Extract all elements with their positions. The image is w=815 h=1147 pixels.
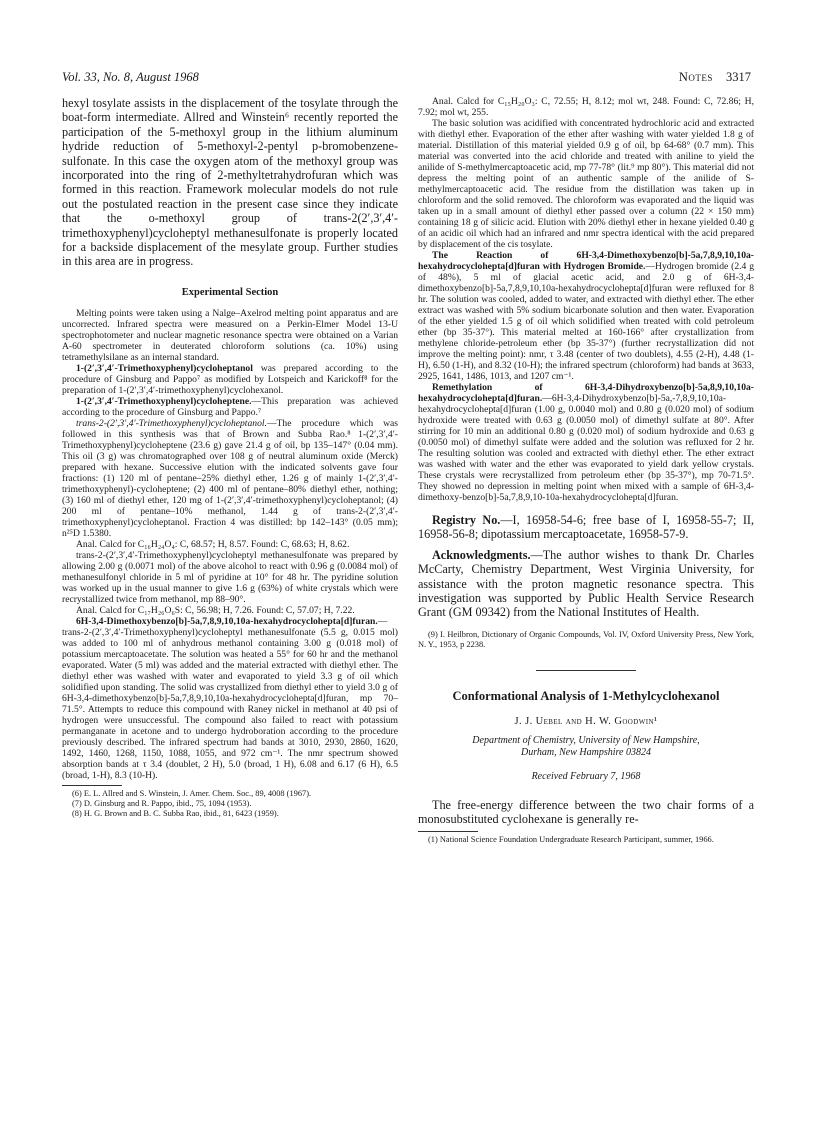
affiliation-line-2: Durham, New Hampshire 03824 — [520, 746, 651, 758]
footnote-1: (1) National Science Foundation Undergraduate Research Participant, summer, 1966. — [428, 834, 714, 844]
footnote-7: (7) D. Ginsburg and R. Pappo, ibid., 75, 1094 (1953). — [72, 798, 252, 808]
received-date: Received February 7, 1968 — [531, 770, 641, 782]
intro-paragraph: hexyl tosylate assists in the displacement of the tosylate through the boat-form intermediate. Allred and Winstein⁶ recently reported the participation of the 5-methoxyl group in the lithium aluminum hydride reduction of 5-methoxyl-2-pentyl p-bromobenzene-sulfonate. In this case the oxygen atom of the methoxyl group was incorporated into the ring of 2-methyltetrahydrofuran which was formed in this reaction. Framework molecular models do not rule out the postulated reaction in the present case since they indicate that the o-methoxyl group of trans-2(2′,3′,4′-trimethoxyphenyl)cycloheptyl methanesulfonate is properly located for a backside displacement of the mesylate group. Further studies in this area are in progress. — [62, 96, 398, 269]
remethylation-heading: Remethylation of 6H-3,4-Dihydroxybenzo[b]-5a,8,9,10,10a-hexahydrocyclohepta[d]furan. — [418, 382, 754, 404]
page-number: 3317 — [726, 70, 751, 84]
remethylation-text: —6H-3,4-Dihydroxybenzo[b]-5a,-7,8,9,10,10a-hexahydrocyclohepta[d]furan (1.00 g, 0.0040 mol) and 0.80 g (0.020 mol) of sodium hydroxide were treated with 0.63 g (0.0050 mol) of dimethyl sulfate at 80°. After stirring for 10 min an additional 0.80 g (0.020 mol) of sodium hydroxide and 0.63 g (0.0050 mol) of dimethyl sulfate were added and the solution was refluxed for 2 hr. The resulting solution was cooled and extracted with diethyl ether. The ether extract was washed with water and the ether was evaporated to yield dark yellow crystals. These crystals were recrystallized from petroleum ether (bp 35-37°), mp 70-71.5°. They showed no depression in melting point when mixed with a sample of 6H-3,4-dimethoxy-benzo[b]-5a,7,8,9,10-10a-hexahydrocyclohepta[d]furan. — [418, 393, 754, 503]
hbr-reaction-text: —Hydrogen bromide (2.4 g of 48%), 5 ml of glacial acetic acid, and 2.0 g of 6H-3,4-dimethoxybenzo[b]-5a,7,8,9,10,10a-hexahydrocyclohepta[d]furan were refluxed for 8 hr. The solution was cooled, added to water, and extracted with diethyl ether. The ether extract was washed with 5% sodium bicarbonate solution and then water. Evaporation of the ether yielded 1.5 g of oil which solidified when treated with cold petroleum ether (bp 35-37°). This material melted at 160-166° after crystallization from methylene chloride-petroleum ether (bp 35-37°) (further recrystallization did not improve the melting point): nmr, τ 3.48 (center of two doublets), 4.55 (2-H), 4.48 (1-H), 6.50 (1-H), and 8.32 (10-H); the infrared spectrum (chloroform) had bands at 3633, 2925, 1641, 1486, 1013, and 1207 cm⁻¹. — [418, 261, 754, 382]
affiliation-line-1: Department of Chemistry, University of New Hampshire, — [472, 734, 700, 746]
trans-cycloheptanol-heading: trans-2-(2′,3′,4′-Trimethoxyphenyl)cycloheptanol. — [76, 417, 267, 429]
cycloheptanol-paragraph — [62, 363, 398, 396]
remethylation-paragraph — [418, 382, 754, 503]
article-opening-paragraph: The free-energy difference between the two chair forms of a monosubstituted cyclohexane is generally re- — [418, 797, 754, 827]
cycloheptanol-text: was prepared according to the procedure of Ginsburg and Pappo⁷ as modified by Lotspeich and Karickoff⁸ for the preparation of 1-(2′,3′,4′-trimethoxyphenyl)cyclohexanol. — [62, 362, 398, 396]
right-column — [418, 96, 754, 845]
benzofuran-text: —trans-2-(2′,3′,4′-Trimethoxyphenyl)cycloheptyl methanesulfonate (5.5 g, 0.015 mol) was added to 100 ml of anhydrous methanol containing 3.00 g (0.018 mol) of potassium mercaptoacetate. The solution was heated a 55° for 60 hr and the methanol evaporated. Water (5 ml) was added and the material extracted with diethyl ether. The diethyl ether was washed with water and evaporated to yield 3.3 g of oil which solidified upon standing. The solid was crystallized from diethyl ether to yield 3.0 g of 6H-3,4-dimethoxybenzo[b]-5a,7,8,9,10,10a-hexahydrocyclohepta[d]furan, mp 70–71.5°. Attempts to reduce this compound with Raney nickel in methanol at 40 psi of hydrogen were unsuccessful. The compound also failed to react with potassium permanganate in acetone and to undergo hydroboration according to the procedure previously described. The infrared spectrum had bands at 3010, 2930, 2860, 1620, 1492, 1460, 1268, 1150, 1088, 1055, and 972 cm⁻¹. The nmr spectrum showed absorption bands at τ 3.4 (doublet, 2 H), 5.0 (broad, 1 H), 6.08 and 6.17 (6 H), 6.5 (broad, 1-H), 8.3 (10-H). — [62, 615, 398, 781]
running-header-volume: Vol. 33, No. 8, August 1968 — [62, 70, 199, 84]
footnote-8: (8) H. G. Brown and B. C. Subba Rao, ibid., 81, 6423 (1959). — [72, 808, 279, 818]
journal-section-name: Notes — [678, 70, 713, 84]
trans-cycloheptanol-paragraph — [62, 418, 398, 539]
registry-text: —I, 16958-54-6; free base of I, 16958-55-7; II, 16958-56-8; dipotassium mercaptoacetate, 16958-57-9. — [418, 513, 754, 542]
article-title: Conformational Analysis of 1-Methylcyclohexanol — [452, 688, 720, 703]
analysis-3: Anal. Calcd for C₁₅H₂₀O₃: C, 72.55; H, 8.12; mol wt, 248. Found: C, 72.86; H, 7.92; mol wt, 255. — [418, 96, 754, 118]
benzofuran-heading: 6H-3,4-Dimethoxybenzo[b]-5a,7,8,9,10,10a-hexahydrocyclohepta[d]furan. — [76, 615, 378, 627]
hbr-reaction-paragraph — [418, 250, 754, 382]
cycloheptene-text: —This preparation was achieved according to the procedure of Ginsburg and Pappo.⁷ — [62, 395, 398, 418]
footnote-rule-right — [418, 831, 478, 832]
acknowledgments-text: —The author wishes to thank Dr. Charles McCarty, Chemistry Department, West Virginia University, for assistance with the proton magnetic resonance spectra. This investigation was supported by Public Health Service Research Grant (GM 09342) from the National Institutes of Health. — [418, 547, 754, 620]
experimental-general-paragraph: Melting points were taken using a Nalge–Axelrod melting point apparatus and are uncorrected. Infrared spectra were measured on a Perkin-Elmer Model 13-U spectrophotometer and nuclear magnetic resonance spectra were obtained on a Varian A-60 spectrometer in deuterated chloroform solutions (ca. 10%) using tetramethylsilane as an internal standard. — [62, 307, 398, 363]
cycloheptene-paragraph — [62, 396, 398, 418]
experimental-section-heading: Experimental Section — [181, 286, 279, 298]
analysis-2: Anal. Calcd for C₁₇H₂₆O₆S: C, 56.98; H, 7.26. Found: C, 57.07; H, 7.22. — [76, 604, 355, 616]
analysis-1: Anal. Calcd for C₁₆H₂₄O₄: C, 68.57; H, 8.57. Found: C, 68.63; H, 8.62. — [76, 538, 350, 550]
footnote-6: (6) E. L. Allred and S. Winstein, J. Amer. Chem. Soc., 89, 4008 (1967). — [72, 788, 312, 798]
footnote-rule — [62, 785, 122, 786]
acknowledgments-label: Acknowledgments. — [432, 547, 531, 562]
cycloheptene-heading: 1-(2′,3′,4′-Trimethoxyphenyl)cycloheptene. — [76, 395, 252, 407]
benzofuran-paragraph — [62, 616, 398, 781]
affiliation — [418, 735, 754, 759]
article-authors: J. J. Uebel and H. W. Goodwin¹ — [514, 715, 658, 727]
hbr-reaction-heading: The Reaction of 6H-3,4-Dimethoxybenzo[b]-5a,7,8,9,10,10a-hexahydrocyclohepta[d]furan with Hydrogen Bromide. — [418, 250, 754, 272]
registry-paragraph — [418, 513, 754, 542]
left-column — [62, 96, 398, 819]
mesylate-paragraph: trans-2-(2′,3′,4′-Trimethoxyphenyl)cycloheptyl methanesulfonate was prepared by allowing 2.00 g (0.0071 mol) of the above alcohol to react with 0.96 g (0.0084 mol) of methanesulfonyl chloride in 5 ml of pyridine at 10° for 48 hr. The pyridine solution was worked up in the usual manner to give 1.6 g (63%) of white crystals which were recrystallized twice from methanol, mp 88–90°. — [62, 549, 398, 605]
trans-cycloheptanol-text: —The procedure which was followed in this synthesis was that of Brown and Subba Rao.⁸ 1-(2′,3′,4′-Trimethoxyphenyl)cycloheptene (23.6 g) gave 21.4 g of oil, bp 135–147° (0.04 mm). This oil (3 g) was chromatographed over 108 g of neutral aluminum oxide (Merck) prepared with hexane. Successive elution with the indicated solvents gave four fractions: (1) 120 ml of pentane–25% diethyl ether, 1.26 g of mainly 1-(2′,3′,4′-trimethoxyphenyl)-cycloheptene; (2) 400 ml of pentane–80% diethyl ether, nothing; (3) 160 ml of diethyl ether, 120 mg of 1-(2′,3′,4′-trimethoxyphenyl)cycloheptanol; (4) 200 ml of pentane–10% methanol, 1.44 g of trans-2-(2′,3′,4′-trimethoxyphenyl)cycloheptanol. Fraction 4 was distilled: bp 142–143° (0.05 mm); n²⁵D 1.5380. — [62, 417, 398, 539]
acknowledgments-paragraph — [418, 548, 754, 620]
footnote-9: (9) I. Heilbron, Dictionary of Organic Compounds, Vol. IV, Oxford University Press, New York, N. Y., 1953, p 2238. — [418, 629, 754, 649]
cycloheptanol-heading: 1-(2′,3′,4′-Trimethoxyphenyl)cycloheptanol — [76, 362, 253, 374]
article-separator-rule — [536, 670, 636, 671]
running-header-right — [679, 70, 751, 85]
acidified-solution-paragraph: The basic solution was acidified with concentrated hydrochloric acid and extracted with diethyl ether. Evaporation of the ether after washing with water yielded 1.8 g of material. Distillation of this material yielded 0.9 g of oil, bp 64-68° (0.7 mm). This material was converted into the acid chloride and treated with aniline to yield the anilide of S-methylmercaptoacetic acid, mp 77-78° (lit.⁹ mp 80°). This material did not depress the melting point of an authentic sample of the anilide of S-methylmercaptoacetic acid. The residue from the distillation was taken up in chloroform and the solid removed. The chloroform was evaporated and the liquid was taken up in a small amount of diethyl ether passed over a column (22 × 150 mm) containing 18 g of silicic acid. Elution with 20% diethyl ether in hexane yielded 0.40 g of an acidic oil which had an infrared and nmr spectra identical with the acid prepared by displacement of the cis tosylate. — [418, 118, 754, 250]
registry-label: Registry No. — [432, 513, 501, 527]
